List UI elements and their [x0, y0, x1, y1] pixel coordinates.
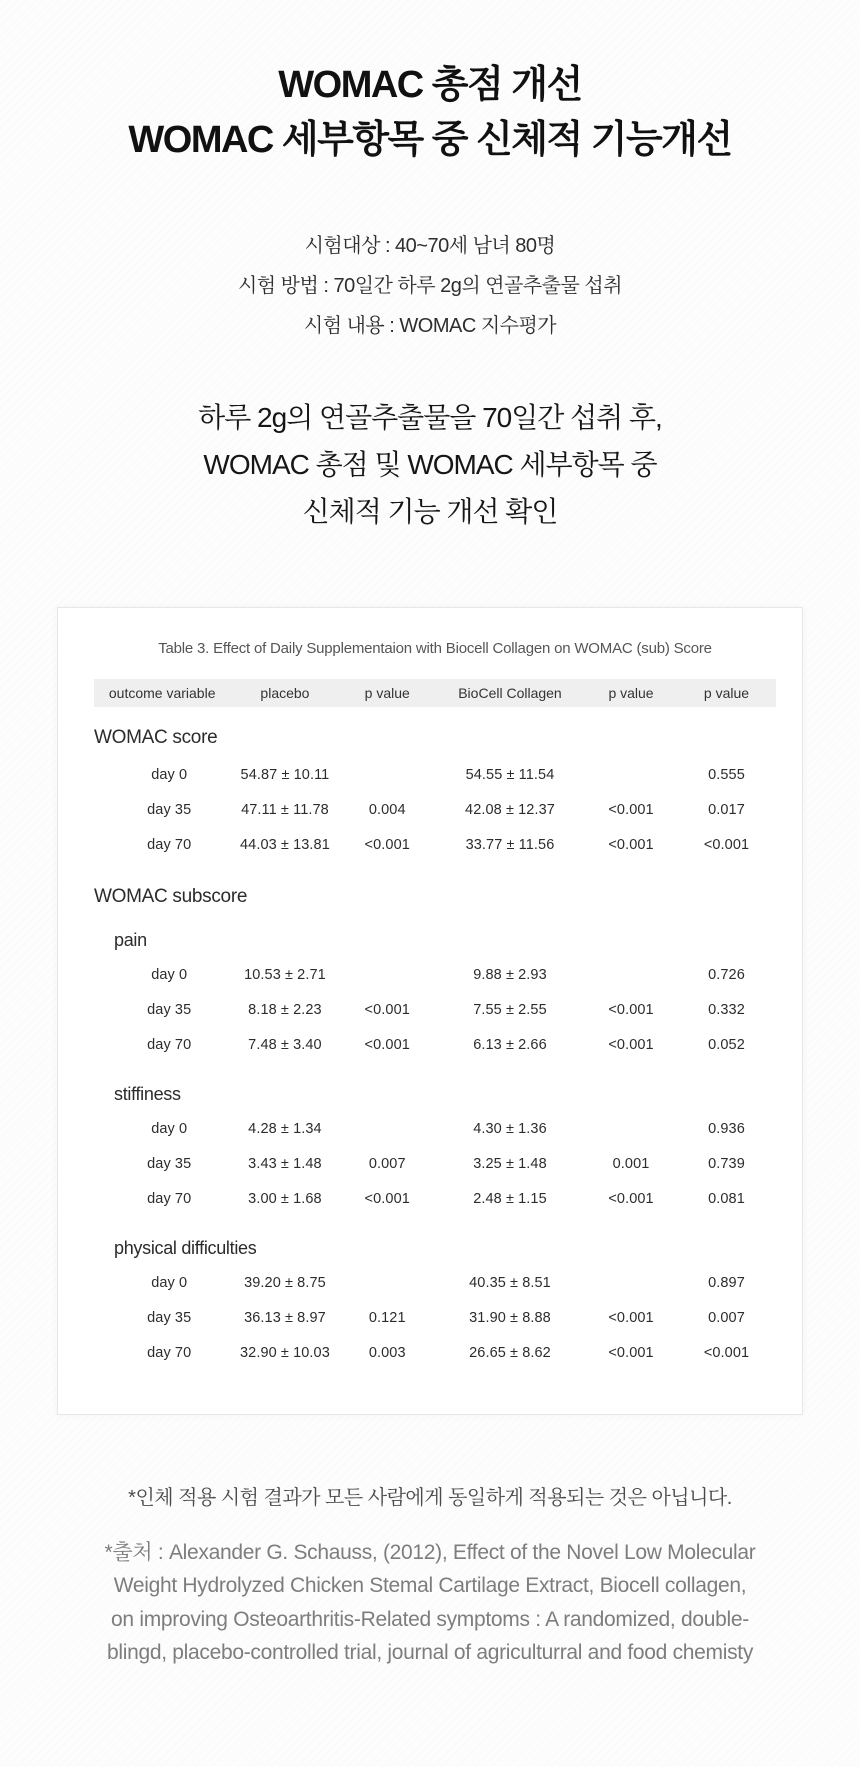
table-cell: 10.53 ± 2.71 — [244, 966, 326, 983]
citation-line-1: *출처 : Alexander G. Schauss, (2012), Effect of the Novel Low Molecular — [104, 1541, 756, 1565]
citation-line-4: blingd, placebo-controlled trial, journal of agriculturral and food chemisty — [106, 1640, 754, 1664]
table-cell: 0.121 — [368, 1309, 406, 1326]
table-cell: 4.28 ± 1.34 — [248, 1120, 322, 1137]
row-label: day 0 — [151, 1274, 188, 1291]
womac-table-card — [57, 607, 803, 1415]
section-label: WOMAC subscore — [94, 886, 248, 908]
table-cell: 6.13 ± 2.66 — [473, 1036, 547, 1053]
page-title — [0, 58, 860, 168]
table-cell: 0.555 — [708, 766, 745, 783]
table-row — [94, 1335, 776, 1370]
table-cell: 3.00 ± 1.68 — [248, 1190, 322, 1207]
table-cell: 7.55 ± 2.55 — [473, 1001, 547, 1018]
table-cell: <0.001 — [608, 836, 654, 853]
column-header-biocell-collagen: BioCell Collagen — [458, 685, 562, 702]
table-cell: 0.897 — [708, 1274, 745, 1291]
table-row — [94, 792, 776, 827]
table-cell: 0.007 — [368, 1155, 406, 1172]
test-subjects-line: 시험대상 : 40~70세 남녀 80명 — [304, 235, 556, 258]
row-label: day 35 — [147, 1155, 192, 1172]
table-header-row — [94, 679, 776, 707]
row-label: day 35 — [147, 1309, 192, 1326]
citation-block — [0, 1536, 860, 1669]
column-header-p-value-3: p value — [703, 685, 750, 702]
page-title-line-2: WOMAC 세부항목 중 신체적 기능개선 — [128, 119, 732, 162]
test-info-block — [0, 226, 860, 346]
table-cell: 4.30 ± 1.36 — [473, 1120, 547, 1137]
table-cell: <0.001 — [608, 1309, 654, 1326]
table-cell: <0.001 — [364, 1001, 410, 1018]
summary-line-2: WOMAC 총점 및 WOMAC 세부항목 중 — [203, 449, 657, 481]
table-cell: <0.001 — [364, 1190, 410, 1207]
table-cell: 44.03 ± 13.81 — [240, 836, 330, 853]
section-label: physical difficulties — [114, 1238, 257, 1259]
table-row — [94, 1027, 776, 1062]
table-cell: 0.081 — [708, 1190, 745, 1207]
row-label: day 70 — [147, 1344, 192, 1361]
table-cell: 8.18 ± 2.23 — [248, 1001, 322, 1018]
table-cell: <0.001 — [364, 836, 410, 853]
citation-line-2: Weight Hydrolyzed Chicken Stemal Cartilage Extract, Biocell collagen, — [113, 1574, 747, 1598]
row-label: day 70 — [147, 1190, 192, 1207]
table-caption: Table 3. Effect of Daily Supplementaion with Biocell Collagen on WOMAC (sub) Score — [158, 640, 712, 658]
table-cell: 0.017 — [708, 801, 745, 818]
table-cell: 54.55 ± 11.54 — [465, 766, 555, 783]
column-header-p-value-2: p value — [608, 685, 654, 702]
table-row — [94, 1111, 776, 1146]
table-cell: 3.43 ± 1.48 — [248, 1155, 322, 1172]
table-cell: 3.25 ± 1.48 — [473, 1155, 547, 1172]
table-cell: 32.90 ± 10.03 — [240, 1344, 330, 1361]
table-cell: 54.87 ± 10.11 — [240, 766, 330, 783]
table-cell: 0.739 — [708, 1155, 745, 1172]
table-cell: 0.007 — [708, 1309, 745, 1326]
table-cell: <0.001 — [608, 1190, 654, 1207]
table-body — [94, 727, 776, 1370]
table-cell: 7.48 ± 3.40 — [248, 1036, 322, 1053]
row-label: day 0 — [151, 1120, 188, 1137]
table-cell: 0.052 — [708, 1036, 745, 1053]
citation-line-3: on improving Osteoarthritis-Related symptoms : A randomized, double- — [111, 1607, 749, 1631]
row-label: day 35 — [147, 1001, 192, 1018]
column-header-p-value-1: p value — [364, 685, 410, 702]
row-label: day 70 — [147, 836, 192, 853]
table-row — [94, 827, 776, 862]
table-cell: 0.003 — [368, 1344, 406, 1361]
disclaimer-text: *인체 적용 시험 결과가 모든 사람에게 동일하게 적용되는 것은 아닙니다. — [128, 1487, 732, 1510]
table-row — [94, 992, 776, 1027]
table-cell: 26.65 ± 8.62 — [469, 1344, 551, 1361]
table-row — [94, 1146, 776, 1181]
table-cell: 47.11 ± 11.78 — [241, 801, 329, 818]
table-cell: <0.001 — [608, 1036, 654, 1053]
result-summary-block — [0, 394, 860, 535]
table-cell: 2.48 ± 1.15 — [473, 1190, 547, 1207]
table-cell: 33.77 ± 11.56 — [465, 836, 555, 853]
table-row — [94, 1300, 776, 1335]
table-row — [94, 757, 776, 792]
table-cell: 42.08 ± 12.37 — [465, 801, 555, 818]
summary-line-3: 신체적 기능 개선 확인 — [302, 496, 558, 528]
summary-line-1: 하루 2g의 연골추출물을 70일간 섭취 후, — [198, 402, 662, 434]
table-cell: 0.332 — [708, 1001, 745, 1018]
section-label: stiffiness — [114, 1084, 181, 1105]
table-cell: <0.001 — [364, 1036, 410, 1053]
row-label: day 0 — [151, 766, 188, 783]
section-label: WOMAC score — [94, 727, 218, 749]
table-row — [94, 957, 776, 992]
test-method-line: 시험 방법 : 70일간 하루 2g의 연골추출물 섭취 — [237, 275, 623, 298]
table-cell: <0.001 — [703, 1344, 750, 1361]
row-label: day 35 — [147, 801, 192, 818]
test-content-line: 시험 내용 : WOMAC 지수평가 — [303, 315, 557, 338]
section-label: pain — [114, 930, 147, 951]
table-cell: 0.004 — [368, 801, 406, 818]
table-cell: 40.35 ± 8.51 — [469, 1274, 551, 1291]
table-cell: 9.88 ± 2.93 — [473, 966, 547, 983]
row-label: day 0 — [151, 966, 188, 983]
table-cell: <0.001 — [703, 836, 750, 853]
column-header-placebo: placebo — [260, 685, 310, 702]
table-cell: 0.936 — [708, 1120, 745, 1137]
table-row — [94, 1265, 776, 1300]
column-header-outcome-variable: outcome variable — [108, 685, 216, 702]
table-cell: 36.13 ± 8.97 — [244, 1309, 326, 1326]
table-cell: 31.90 ± 8.88 — [469, 1309, 551, 1326]
table-row — [94, 1181, 776, 1216]
table-cell: <0.001 — [608, 1001, 654, 1018]
table-cell: <0.001 — [608, 801, 654, 818]
row-label: day 70 — [147, 1036, 192, 1053]
table-cell: 0.726 — [708, 966, 745, 983]
table-cell: <0.001 — [608, 1344, 654, 1361]
table-cell: 39.20 ± 8.75 — [244, 1274, 326, 1291]
table-cell: 0.001 — [612, 1155, 650, 1172]
page-title-line-1: WOMAC 총점 개선 — [278, 64, 582, 106]
